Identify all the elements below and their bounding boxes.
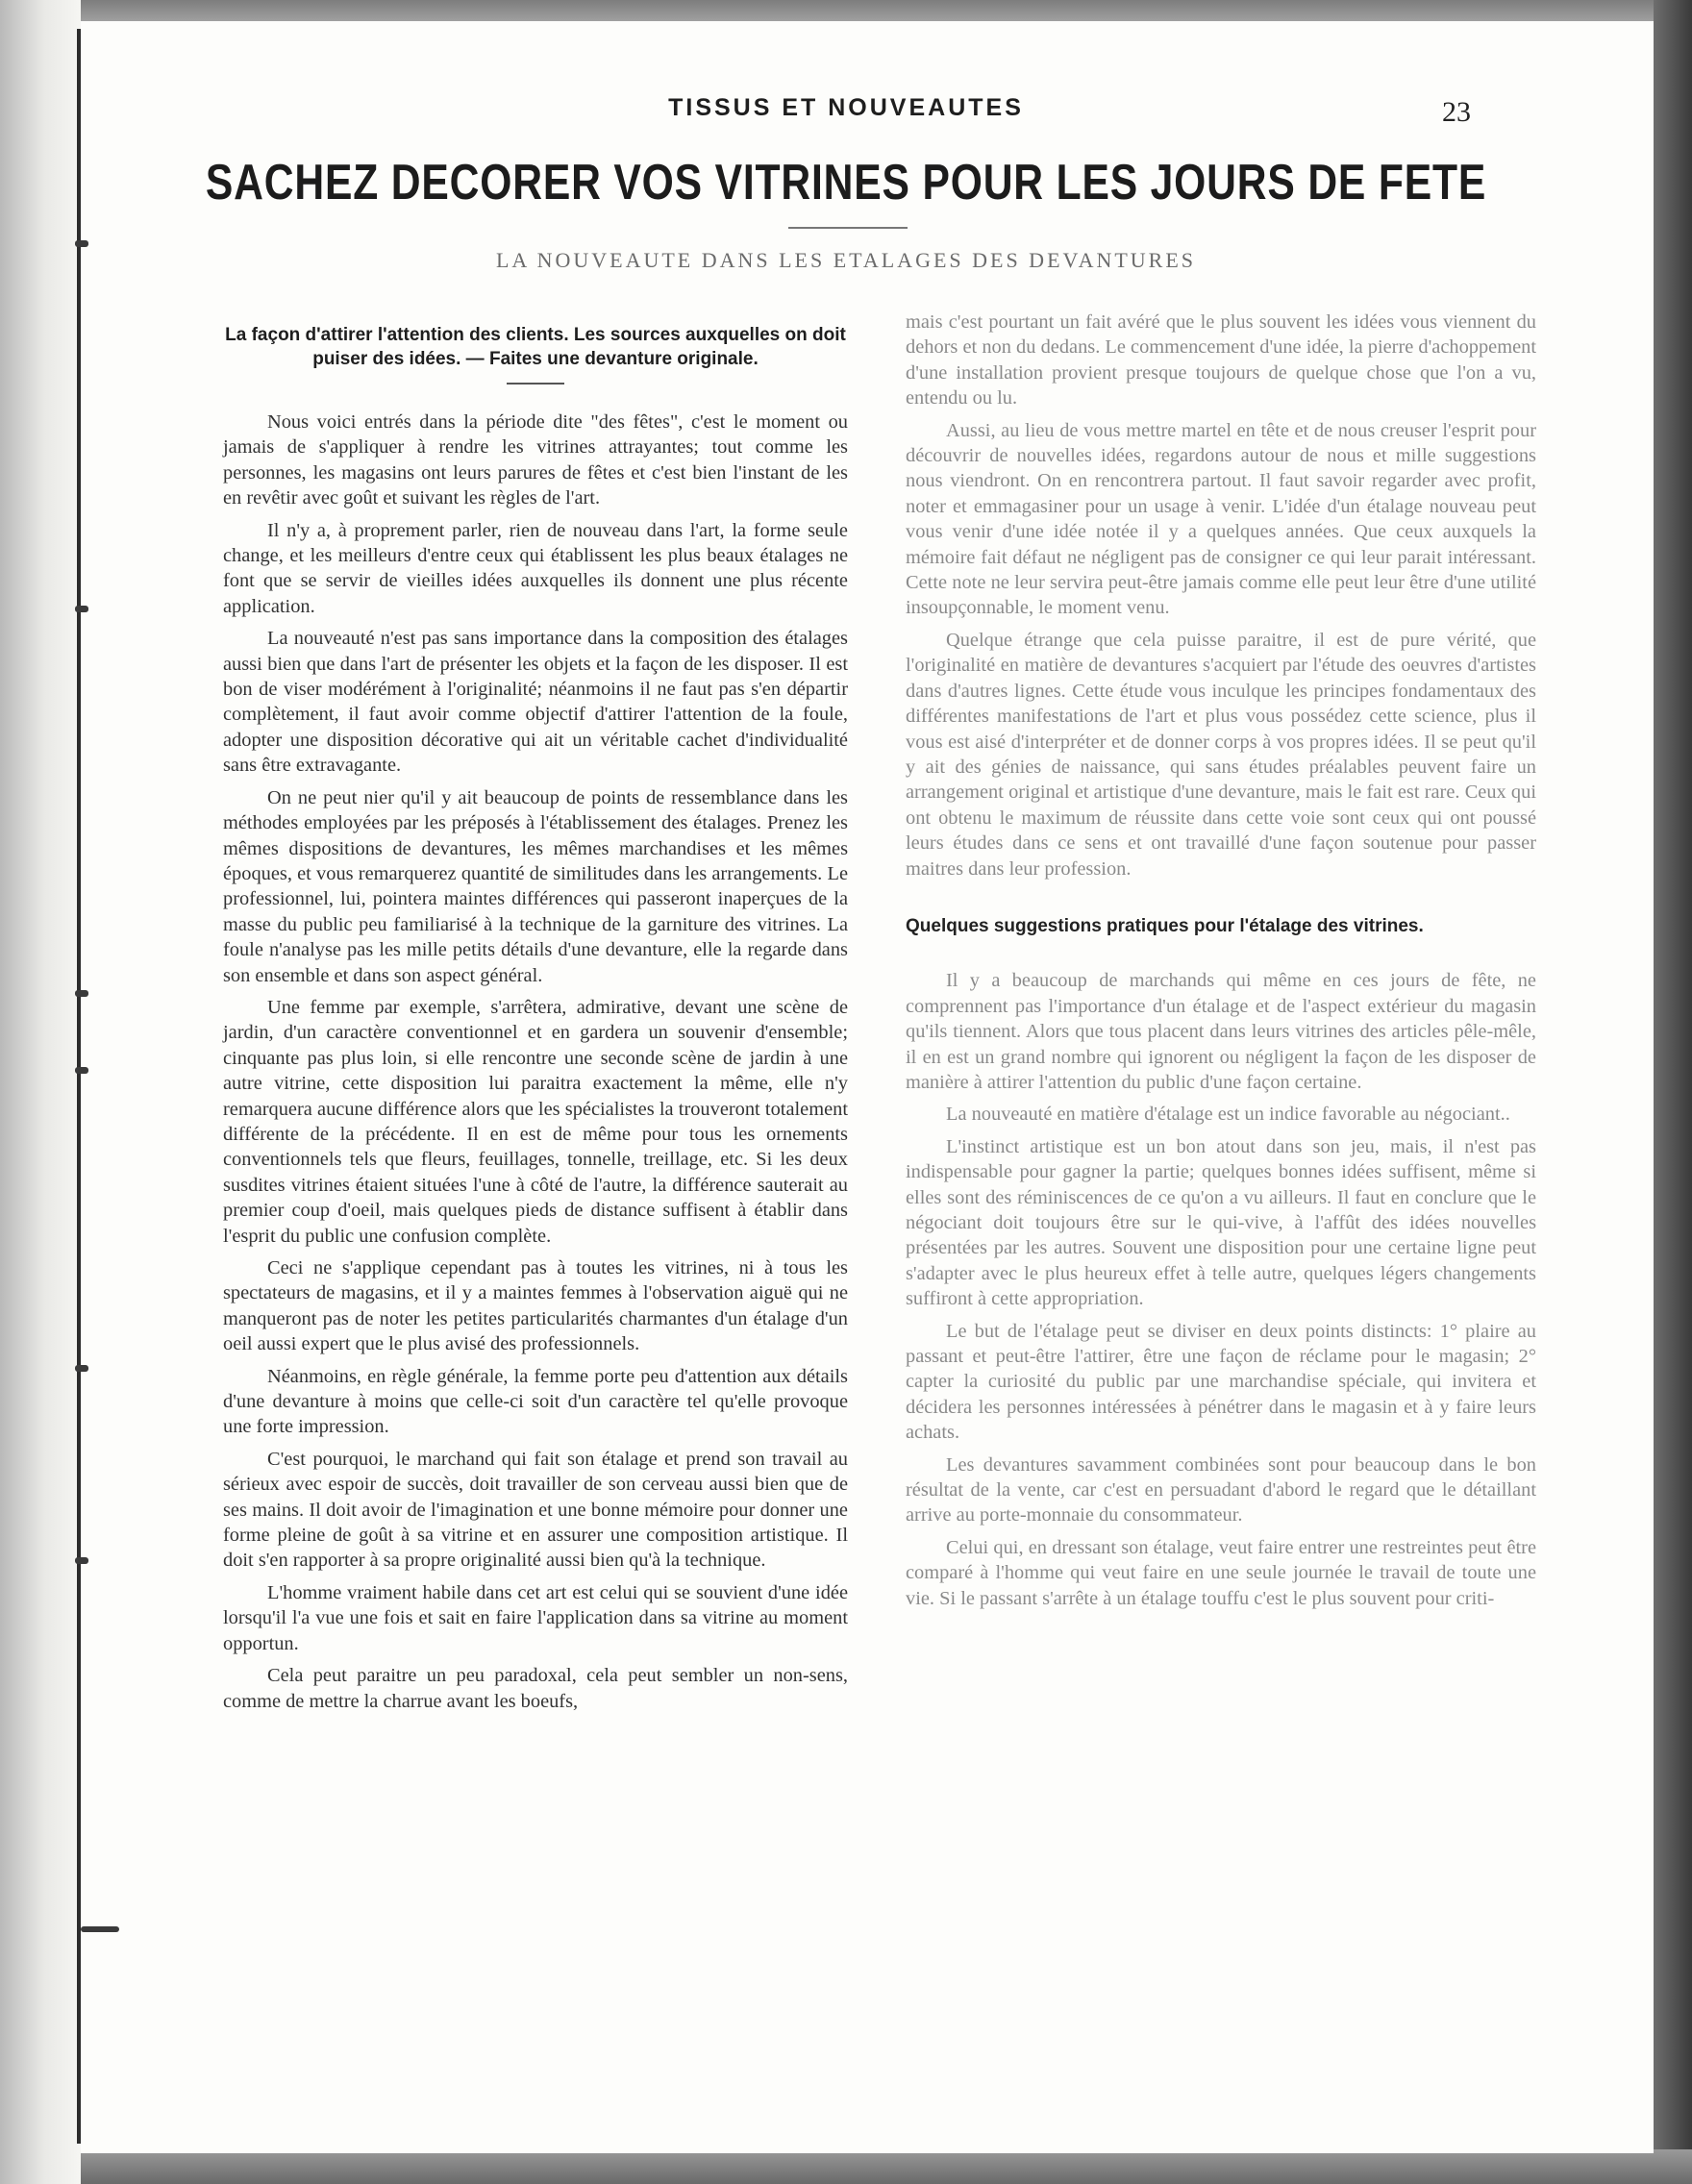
paragraph: mais c'est pourtant un fait avéré que le plus souvent les idées vous viennent du dehors et non du dedans. Le commencement d'une idée, la pierre d'achoppement d'une installation provient presque toujours de quelque chose que l'on a vu, entendu ou lu. (906, 311, 1536, 410)
binding-stitch (75, 1365, 88, 1372)
paragraph: Le but de l'étalage peut se diviser en deux points distincts: 1° plaire au passant et peut-être l'attirer, être une façon de réclame pour le magasin; 2° capter la curiosité du public par une marchandise spéciale, qui invitera et décidera les personnes intéressées à pénétrer dans le magasin et à y faire leurs achats. (906, 1320, 1536, 1444)
paragraph: Néanmoins, en règle générale, la femme porte peu d'attention aux détails d'une devanture à moins que celle-ci soit d'un caractère tel qu'elle provoque une forte impression. (223, 1365, 848, 1438)
paragraph: C'est pourquoi, le marchand qui fait son étalage et prend son travail au sérieux avec espoir de succès, doit travailler de son cerveau aussi bien que de ses mains. Il doit avoir de l'imagination et une bonne mémoire pour donner une forme pleine de goût à sa vitrine et en assurer une composition artistique. Il doit s'en rapporter à sa propre originalité aussi bien qu'à la technique. (223, 1448, 848, 1572)
article-lead: La façon d'attirer l'attention des clients. Les sources auxquelles on doit puiser des idées. — Faites une devanture originale. (225, 325, 846, 369)
paragraph: La nouveauté n'est pas sans importance dans la composition des étalages aussi bien que dans l'art de présenter les objets et la façon de les disposer. Il est bon de viser modérément à l'originalité; néanmoins il ne faut pas s'en départir complètement, il faut avoir comme objectif d'attirer l'attention de la foule, adopter une disposition décorative qui ait un véritable cachet d'individualité sans être extravagante. (223, 628, 848, 777)
article-title: SACHEZ DECORER VOS VITRINES POUR LES JOURS DE FETE (205, 155, 1487, 211)
lead-divider (507, 383, 564, 385)
paragraph: Aussi, au lieu de vous mettre martel en tête et de nous creuser l'esprit pour découvrir de nouvelles idées, regardons autour de nous et mille suggestions nous viendront. On en rencontrera partout. Il faut savoir regarder avec profit, noter et emmagasiner pour un usage à venir. L'idée d'un étalage nouveau peut vous venir d'une idée notée il y a quelques années. Que ceux auxquels la mémoire fait défaut ne négligent pas de consigner ce qui leur parait intéressant. Cette note ne leur servira peut-être jamais comme elle peut leur être d'une utilité insoupçonnable, le moment venu. (906, 419, 1536, 619)
scan-background-right (1654, 0, 1692, 2184)
paragraph: On ne peut nier qu'il y ait beaucoup de points de ressemblance dans les méthodes employées par les préposés à l'établissement des étalages. Prenez les mêmes dispositions de devantures, les mêmes marchandises et les mêmes époques, et vous remarquerez quantité de similitudes dans les arrangements. Le professionnel, lui, pointera maintes différences qui passeront inaperçues de la masse du public peu familiarisé à la technique de la garniture des vitrines. La foule n'analyse pas les mille petits détails d'une devanture, elle la regarde dans son ensemble et dans son aspect général. (223, 786, 848, 986)
binding-stitch (75, 1557, 88, 1564)
paragraph: Les devantures savamment combinées sont pour beaucoup dans le bon résultat de la vente, car c'est en persuadant d'abord le regard que le détaillant arrive au porte-monnaie du consommateur. (906, 1453, 1536, 1526)
paragraph: Il y a beaucoup de marchands qui même en ces jours de fête, ne comprennent pas l'importance d'un étalage et de l'aspect extérieur du magasin qu'ils tiennent. Alors que tous placent dans leurs vitrines des articles pêle-mêle, il en est un grand nombre qui ignorent ou négligent la façon de les disposer de manière à attirer l'attention du public d'une façon certaine. (906, 970, 1536, 1093)
binding-stitch (81, 1926, 119, 1932)
article-subtitle: LA NOUVEAUTE DANS LES ETALAGES DES DEVANTURES (495, 248, 1197, 272)
title-divider (788, 227, 908, 229)
binding-stitch (75, 240, 88, 247)
paragraph: Une femme par exemple, s'arrêtera, admirative, devant une scène de jardin, d'un caractère conventionnel et en gardera un souvenir d'ensemble; cinquante pas plus loin, si elle rencontre une seconde scène de jardin à une autre vitrine, cette disposition lui paraitra exactement la même, elle n'y remarquera aucune différence alors que les spécialistes la trouveront totalement différente de la précédente. Il en est de même pour tous les ornements conventionnels tels que fleurs, feuillages, tonnelle, treillage, etc. Si les deux susdites vitrines étaient situées l'une à côté de l'autre, la différence sauterait au premier coup d'oeil, mais quelques pieds de distance suffisent à établir dans l'esprit du public une confusion complète. (223, 996, 848, 1247)
paragraph: Quelque étrange que cela puisse paraitre, il est de pure vérité, que l'originalité en matière de devantures s'acquiert par l'étude des oeuvres d'artistes dans d'autres lignes. Cette étude vous inculque les principes fondamentaux des différentes manifestations de l'art et plus vous possédez cette science, plus il vous est aisé d'interpréter et de donner corps à vos propres idées. Il se peut qu'il y ait des génies de naissance, qui sans études préalables peuvent faire un arrangement original et artistique d'une devanture, mais le fait est rare. Ceux qui ont obtenu le maximum de réussite dans cette voie sont ceux qui ont poussé leurs études dans ce sens et ont travaillé d'une façon soutenue pour passer maitres dans leur profession. (906, 629, 1536, 880)
binding-edge (77, 29, 81, 2144)
paragraph: L'homme vraiment habile dans cet art est celui qui se souvient d'une idée lorsqu'il l'a vue une fois et sait en faire l'application dans sa vitrine au moment opportun. (223, 1581, 848, 1654)
paragraph: Ceci ne s'applique cependant pas à toutes les vitrines, ni à tous les spectateurs de magasins, et il y a maintes femmes à l'observation aiguë qui ne manqueront pas de noter les petites particularités charmantes d'un étalage d'un oeil aussi expert que le plus avisé des professionnels. (223, 1257, 848, 1355)
paragraph: Nous voici entrés dans la période dite "des fêtes", c'est le moment ou jamais de s'appliquer à rendre les vitrines attrayantes; tout comme les personnes, les magasins ont leurs parures de fêtes et c'est bien l'instant de les en revêtir avec goût et suivant les règles de l'art. (223, 411, 848, 509)
paragraph: La nouveauté en matière d'étalage est un indice favorable au négociant.. (946, 1104, 1510, 1126)
page-number: 23 (1442, 96, 1471, 128)
left-column (223, 323, 848, 1721)
binding-stitch (75, 606, 88, 612)
paragraph: Celui qui, en dressant son étalage, veut faire entrer une restreintes peut être comparé à l'homme qui veut faire en une seule journée le travail de toute une vie. Si le passant s'arrête à un étalage touffu c'est le plus souvent pour criti- (906, 1536, 1536, 1609)
section-heading: Quelques suggestions pratiques pour l'étalage des vitrines. (906, 915, 1424, 936)
running-title: TISSUS ET NOUVEAUTES (668, 94, 1024, 121)
paragraph: Cela peut paraitre un peu paradoxal, cela peut sembler un non-sens, comme de mettre la charrue avant les boeufs, (223, 1665, 848, 1712)
page-gutter (0, 0, 81, 2184)
binding-stitch (75, 1067, 88, 1074)
paragraph: L'instinct artistique est un bon atout dans son jeu, mais, il n'est pas indispensable pour gagner la partie; quelques bonnes idées suffisent, même si elles sont des réminiscences de ce qu'on a vu ailleurs. Il faut en conclure que le négociant doit toujours être sur le qui-vive, à l'affût des idées nouvelles présentées par les autres. Souvent une disposition pour une certaine ligne peut s'adapter avec le plus heureux effet à telle autre, quelques légers changements suffiront à cette appropriation. (906, 1135, 1536, 1310)
right-column (906, 310, 1536, 1618)
binding-stitch (75, 990, 88, 997)
scan-background-bottom (0, 2149, 1692, 2184)
paragraph: Il n'y a, à proprement parler, rien de nouveau dans l'art, la forme seule change, et les meilleurs d'entre ceux qui établissent les plus beaux étalages ne font que se servir de vieilles idées auxquelles ils donnent une plus récente application. (223, 519, 848, 617)
